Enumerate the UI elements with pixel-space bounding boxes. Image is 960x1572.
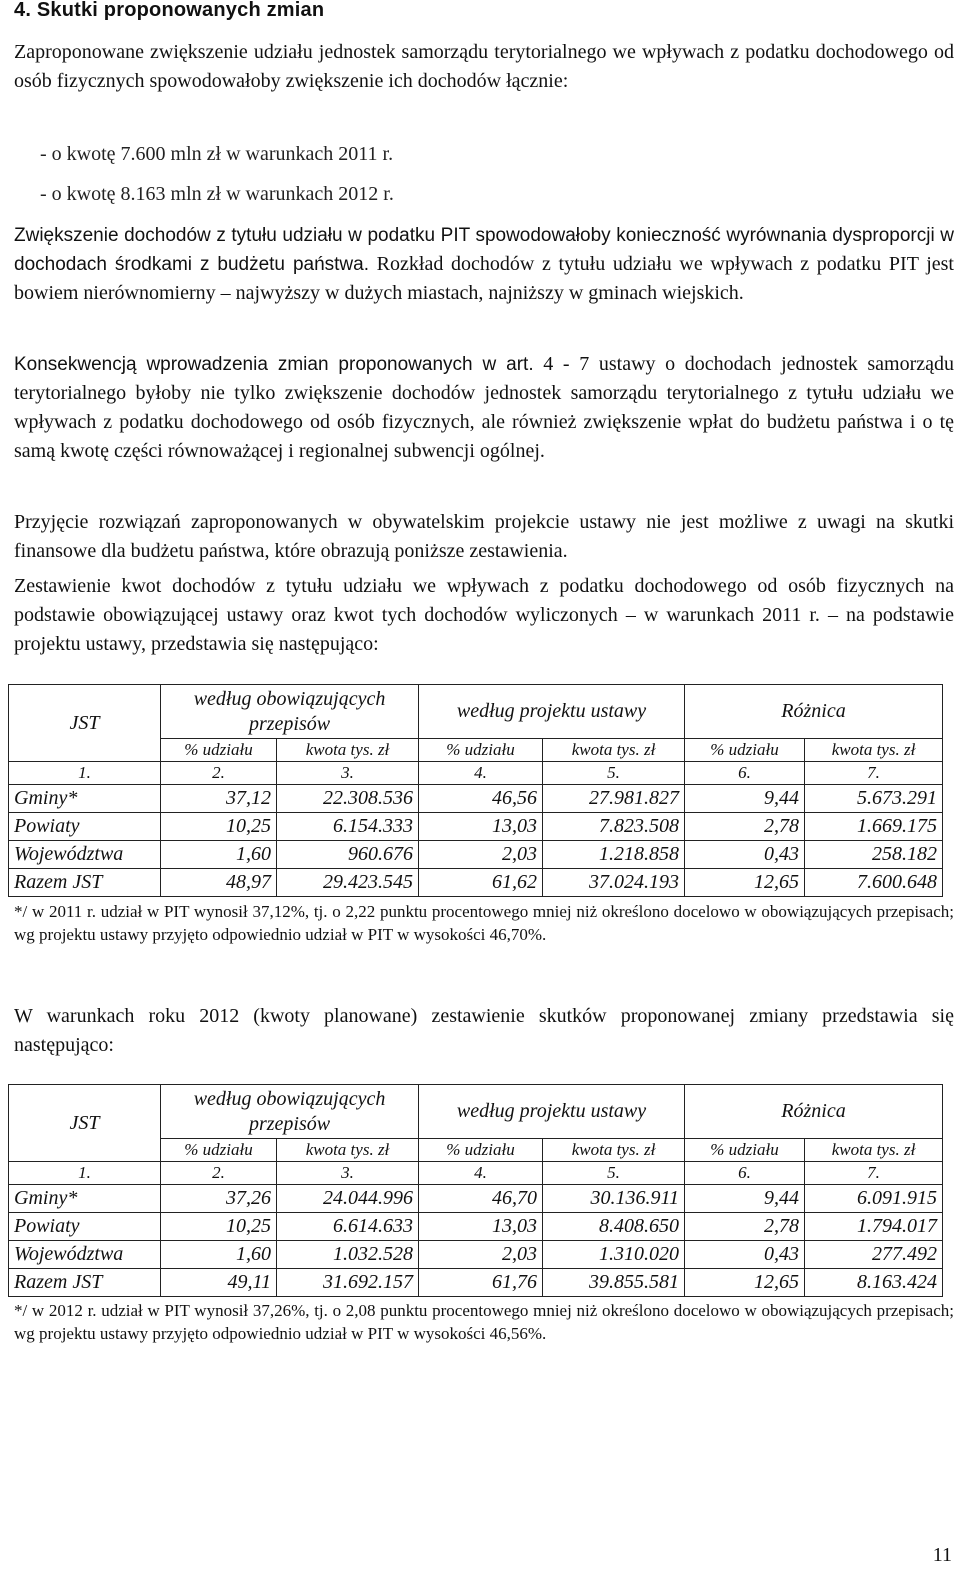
cell-project-amount: 30.136.911 [543, 1185, 685, 1213]
cell-diff-pct: 0,43 [685, 1241, 805, 1269]
cell-project-amount: 1.218.858 [543, 841, 685, 869]
intro-paragraph: Zaproponowane zwiększenie udziału jednostek samorządu terytorialnego we wpływach z podatku dochodowego od osób fizycznych spowodowałoby zwiększenie ich dochodów łącznie: [14, 41, 954, 92]
row-name: Razem JST [9, 1269, 161, 1297]
cell-current-amount: 960.676 [277, 841, 419, 869]
section-heading: 4. Skutki proponowanych zmian [14, 0, 325, 21]
cell-current-pct: 10,25 [161, 813, 277, 841]
subheader-amount: kwota tys. zł [805, 739, 943, 762]
table-header-row [9, 1085, 943, 1139]
row-name: Powiaty [9, 813, 161, 841]
column-number: 4. [419, 1162, 543, 1185]
row-name: Razem JST [9, 869, 161, 897]
column-number: 7. [805, 762, 943, 785]
cell-project-pct: 2,03 [419, 1241, 543, 1269]
cell-diff-pct: 12,65 [685, 1269, 805, 1297]
cell-project-pct: 61,62 [419, 869, 543, 897]
column-number: 6. [685, 1162, 805, 1185]
subheader-amount: kwota tys. zł [277, 1139, 419, 1162]
cell-diff-pct: 12,65 [685, 869, 805, 897]
cell-current-amount: 29.423.545 [277, 869, 419, 897]
table-row [9, 785, 943, 813]
cell-diff-amount: 7.600.648 [805, 869, 943, 897]
subheader-pct: % udziału [419, 1139, 543, 1162]
cell-current-amount: 6.614.633 [277, 1213, 419, 1241]
cell-current-pct: 37,26 [161, 1185, 277, 1213]
table-2012 [8, 1084, 943, 1297]
table-header-row [9, 685, 943, 739]
header-jst: JST [9, 1085, 161, 1162]
cell-project-amount: 7.823.508 [543, 813, 685, 841]
table-row-total [9, 1269, 943, 1297]
header-diff: Różnica [685, 1085, 943, 1139]
pit-paragraph-part1: Zwiększenie dochodów z tytułu udziału w podatku PIT spowodowałoby konieczność wyrównania dysproporcji w dochodach środkami z budżetu państwa. [14, 225, 954, 275]
cell-current-amount: 6.154.333 [277, 813, 419, 841]
cell-diff-pct: 2,78 [685, 1213, 805, 1241]
subheader-pct: % udziału [161, 1139, 277, 1162]
table-row [9, 1185, 943, 1213]
cell-current-pct: 10,25 [161, 1213, 277, 1241]
footnote-2011: */ w 2011 r. udział w PIT wynosił 37,12%, tj. o 2,22 punktu procentowego mniej niż określono docelowo w obowiązujących przepisach; wg projektu ustawy przyjęto odpowiednio udział w PIT w wysokości 46,70%. [14, 902, 954, 944]
subheader-pct: % udziału [161, 739, 277, 762]
cell-current-amount: 24.044.996 [277, 1185, 419, 1213]
column-number: 1. [9, 762, 161, 785]
cell-current-pct: 37,12 [161, 785, 277, 813]
header-project: według projektu ustawy [419, 1085, 685, 1139]
header-jst: JST [9, 685, 161, 762]
subheader-pct: % udziału [685, 739, 805, 762]
subheader-amount: kwota tys. zł [543, 1139, 685, 1162]
row-name: Województwa [9, 841, 161, 869]
cell-current-pct: 1,60 [161, 841, 277, 869]
cell-diff-amount: 6.091.915 [805, 1185, 943, 1213]
cell-current-pct: 1,60 [161, 1241, 277, 1269]
cell-project-amount: 27.981.827 [543, 785, 685, 813]
paragraph-2012: W warunkach roku 2012 (kwoty planowane) zestawienie skutków proponowanej zmiany przedstawia się następująco: [14, 1005, 954, 1056]
cell-diff-amount: 1.669.175 [805, 813, 943, 841]
header-current: według obowiązujących przepisów [161, 685, 419, 739]
cell-project-pct: 46,56 [419, 785, 543, 813]
row-name: Województwa [9, 1241, 161, 1269]
cell-diff-amount: 258.182 [805, 841, 943, 869]
column-number: 4. [419, 762, 543, 785]
cell-current-amount: 22.308.536 [277, 785, 419, 813]
table-row [9, 813, 943, 841]
column-number: 3. [277, 762, 419, 785]
cell-project-amount: 39.855.581 [543, 1269, 685, 1297]
table-row [9, 841, 943, 869]
table-number-row [9, 762, 943, 785]
subheader-pct: % udziału [419, 739, 543, 762]
column-number: 7. [805, 1162, 943, 1185]
bullet-2011: - o kwotę 7.600 mln zł w warunkach 2011 r. [40, 143, 394, 165]
cell-project-pct: 2,03 [419, 841, 543, 869]
header-diff: Różnica [685, 685, 943, 739]
column-number: 5. [543, 762, 685, 785]
cell-diff-pct: 9,44 [685, 785, 805, 813]
subheader-amount: kwota tys. zł [543, 739, 685, 762]
cell-project-pct: 13,03 [419, 1213, 543, 1241]
row-name: Powiaty [9, 1213, 161, 1241]
summary-paragraph: Zestawienie kwot dochodów z tytułu udziału we wpływach z podatku dochodowego od osób fizycznych na podstawie obowiązującej ustawy oraz kwot tych dochodów wyliczonych – w warunkach 2011 r. – na podstawie projektu ustawy, przedstawia się następująco: [14, 575, 954, 655]
column-number: 6. [685, 762, 805, 785]
cell-project-amount: 37.024.193 [543, 869, 685, 897]
consequence-paragraph-part2: 4 - 7 ustawy o dochodach jednostek samorządu terytorialnego byłoby nie tylko zwiększenie dochodów jednostek samorządu terytorialnego z tytułu udziału we wpływach z podatku dochodowego od osób fizycznych, ale również zwiększenie wpłat do budżetu państwa i o tę samą kwotę części równoważącej i regionalnej subwencji ogólnej. [14, 353, 955, 462]
cell-diff-amount: 1.794.017 [805, 1213, 943, 1241]
adoption-paragraph: Przyjęcie rozwiązań zaproponowanych w obywatelskim projekcie ustawy nie jest możliwe z uwagi na skutki finansowe dla budżetu państwa, które obrazują poniższe zestawienia. [14, 511, 954, 562]
cell-diff-amount: 277.492 [805, 1241, 943, 1269]
column-number: 2. [161, 1162, 277, 1185]
page-number: 11 [932, 1544, 952, 1566]
cell-diff-amount: 8.163.424 [805, 1269, 943, 1297]
table-row [9, 1241, 943, 1269]
cell-current-pct: 48,97 [161, 869, 277, 897]
column-number: 1. [9, 1162, 161, 1185]
cell-diff-pct: 0,43 [685, 841, 805, 869]
header-current: według obowiązujących przepisów [161, 1085, 419, 1139]
cell-project-amount: 8.408.650 [543, 1213, 685, 1241]
footnote-2012: */ w 2012 r. udział w PIT wynosił 37,26%, tj. o 2,08 punktu procentowego mniej niż określono docelowo w obowiązujących przepisach; wg projektu ustawy przyjęto odpowiednio udział w PIT w wysokości 46,56%. [14, 1301, 954, 1343]
column-number: 5. [543, 1162, 685, 1185]
cell-current-amount: 1.032.528 [277, 1241, 419, 1269]
pit-paragraph [14, 221, 954, 308]
consequence-paragraph-part1: Konsekwencją wprowadzenia zmian proponowanych w art. [14, 354, 534, 375]
consequence-paragraph [14, 350, 954, 466]
table-2011 [8, 684, 943, 897]
subheader-pct: % udziału [685, 1139, 805, 1162]
cell-project-pct: 46,70 [419, 1185, 543, 1213]
cell-project-pct: 13,03 [419, 813, 543, 841]
cell-project-pct: 61,76 [419, 1269, 543, 1297]
bullet-2012: - o kwotę 8.163 mln zł w warunkach 2012 r. [40, 183, 394, 205]
table-row-total [9, 869, 943, 897]
pit-paragraph-part2: Rozkład dochodów z tytułu udziału we wpływach z podatku PIT jest bowiem nierównomierny – najwyższy w dużych miastach, najniższy w gminach wiejskich. [14, 253, 954, 304]
cell-project-amount: 1.310.020 [543, 1241, 685, 1269]
column-number: 3. [277, 1162, 419, 1185]
cell-diff-pct: 9,44 [685, 1185, 805, 1213]
subheader-amount: kwota tys. zł [277, 739, 419, 762]
table-number-row [9, 1162, 943, 1185]
subheader-amount: kwota tys. zł [805, 1139, 943, 1162]
cell-diff-pct: 2,78 [685, 813, 805, 841]
cell-current-amount: 31.692.157 [277, 1269, 419, 1297]
cell-current-pct: 49,11 [161, 1269, 277, 1297]
row-name: Gminy* [9, 785, 161, 813]
header-project: według projektu ustawy [419, 685, 685, 739]
row-name: Gminy* [9, 1185, 161, 1213]
cell-diff-amount: 5.673.291 [805, 785, 943, 813]
table-row [9, 1213, 943, 1241]
column-number: 2. [161, 762, 277, 785]
